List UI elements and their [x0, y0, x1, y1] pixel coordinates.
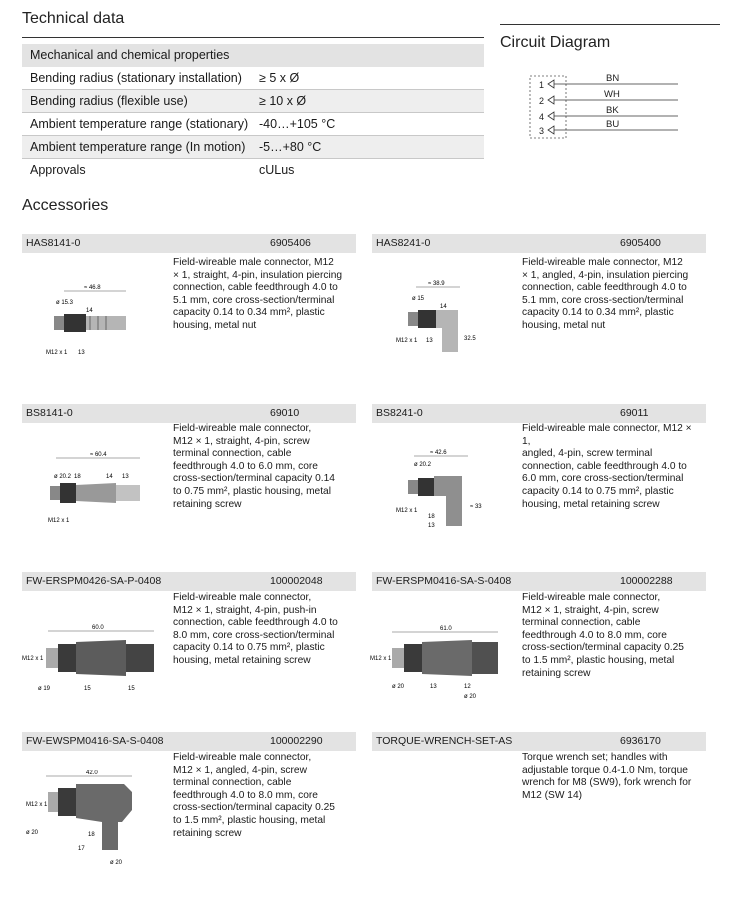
circuit-title: Circuit Diagram — [500, 34, 611, 51]
svg-text:15: 15 — [128, 686, 135, 692]
svg-text:ø 19: ø 19 — [38, 686, 51, 692]
accessory-number: 100002290 — [270, 735, 323, 747]
accessory-header — [372, 572, 706, 591]
accessory-name: BS8141-0 — [26, 407, 73, 419]
pin-3: 3 — [539, 126, 545, 136]
accessory-number: 6905400 — [620, 237, 661, 249]
circuit-rule — [500, 24, 720, 25]
table-row — [22, 90, 484, 113]
row-value: ≥ 5 x Ø — [259, 71, 300, 85]
svg-text:ø 20.2: ø 20.2 — [414, 462, 432, 468]
accessory-description: Field-wireable male connector, M12 × 1, angled, 4-pin, screw terminal connection, cable feedthrough 4.0 to 6.0 mm, core cross-section/terminal capacity 0.14 to 0.75 mm², plastic housing, metal retaining screw — [522, 423, 692, 510]
svg-text:ø 20: ø 20 — [26, 830, 39, 836]
svg-text:42.0: 42.0 — [86, 770, 98, 776]
svg-text:M12 x 1: M12 x 1 — [46, 350, 68, 356]
accessory-name: HAS8241-0 — [376, 237, 431, 249]
connector-drawing-has8141 — [40, 282, 140, 362]
accessory-description: Field-wireable male connector, M12 × 1, straight, 4-pin, screw terminal connection, cable feedthrough 4.0 to 8.0 mm, core cross-section/terminal capacity 0.25 to 1.5 mm², plastic housing, metal retaining screw — [522, 592, 684, 679]
accessory-description: Torque wrench set; handles with adjustable torque 0.4-1.0 Nm, torque wrench for M8 (SW9), fork wrench for M12 (SW 14) — [522, 752, 692, 801]
accessory-number: 6905406 — [270, 237, 311, 249]
svg-text:ø 15: ø 15 — [412, 296, 425, 302]
row-value: ≥ 10 x Ø — [259, 94, 307, 108]
accessory-number: 69011 — [620, 407, 649, 419]
accessory-name: FW-ERSPM0426-SA-P-0408 — [26, 575, 162, 587]
svg-text:≈ 60.4: ≈ 60.4 — [90, 452, 107, 458]
row-label: Ambient temperature range (stationary) — [30, 117, 249, 131]
row-label: Bending radius (stationary installation) — [30, 71, 242, 85]
circuit-diagram — [528, 70, 678, 140]
accessory-name: HAS8141-0 — [26, 237, 81, 249]
accessory-header — [372, 732, 706, 751]
connector-drawing-bs8141 — [40, 450, 150, 530]
accessory-name: BS8241-0 — [376, 407, 423, 419]
table-header: Mechanical and chemical properties — [22, 44, 484, 67]
svg-text:M12 x 1: M12 x 1 — [22, 656, 44, 662]
row-label: Ambient temperature range (In motion) — [30, 140, 246, 154]
svg-text:18: 18 — [88, 832, 95, 838]
svg-text:14: 14 — [440, 304, 447, 310]
page-title: Technical data — [22, 10, 125, 27]
svg-text:14: 14 — [106, 474, 113, 480]
accessory-name: FW-EWSPM0416-SA-S-0408 — [26, 735, 164, 747]
svg-text:17: 17 — [78, 846, 85, 852]
connector-drawing-fw-ewspm0416 — [22, 770, 142, 866]
svg-text:18: 18 — [74, 474, 81, 480]
svg-text:ø 20: ø 20 — [392, 684, 405, 690]
accessory-header — [22, 404, 356, 423]
svg-text:ø 20: ø 20 — [110, 860, 123, 866]
pin-2: 2 — [539, 96, 545, 106]
row-value: -5…+80 °C — [259, 140, 322, 154]
svg-text:13: 13 — [78, 350, 85, 356]
table-row — [22, 159, 484, 181]
connector-outline — [530, 76, 566, 138]
row-label: Approvals — [30, 163, 86, 177]
accessory-header — [372, 234, 706, 253]
accessory-header — [22, 732, 356, 751]
svg-text:ø 15.3: ø 15.3 — [56, 300, 74, 306]
accessory-description: Field-wireable male connector, M12 × 1, straight, 4-pin, push-in connection, cable feedthrough 4.0 to 8.0 mm, core cross-section/terminal capacity 0.14 to 0.75 mm², plastic housing, metal retaining screw — [173, 592, 338, 666]
pin-4: 4 — [539, 112, 545, 122]
svg-text:ø 20: ø 20 — [464, 694, 477, 700]
accessory-number: 6936170 — [620, 735, 661, 747]
svg-text:15: 15 — [84, 686, 91, 692]
svg-text:13: 13 — [430, 684, 437, 690]
svg-text:M12 x 1: M12 x 1 — [396, 338, 418, 344]
table-row — [22, 136, 484, 159]
row-value: -40…+105 °C — [259, 117, 336, 131]
accessory-name: TORQUE-WRENCH-SET-AS — [376, 735, 513, 747]
svg-text:13: 13 — [426, 338, 433, 344]
svg-text:32.5: 32.5 — [464, 336, 476, 342]
svg-text:M12 x 1: M12 x 1 — [370, 656, 392, 662]
accessory-header — [372, 404, 706, 423]
wire-label-bn: BN — [606, 73, 620, 84]
connector-drawing-fw-erspm0416 — [368, 624, 508, 702]
accessory-description: Field-wireable male connector, M12 × 1, angled, 4-pin, insulation piercing connection, cable feedthrough 4.0 to 5.1 mm, core cross-section/terminal capacity 0.14 to 0.34 mm², plastic housing, metal nut — [522, 257, 689, 331]
svg-text:≈ 33: ≈ 33 — [470, 504, 482, 510]
table-row — [22, 67, 484, 90]
title-rule — [22, 37, 484, 38]
connector-drawing-bs8241 — [392, 448, 502, 532]
svg-text:14: 14 — [86, 308, 93, 314]
accessory-description: Field-wireable male connector, M12 × 1, angled, 4-pin, screw terminal connection, cable feedthrough 4.0 to 8.0 mm, core cross-section/terminal capacity 0.25 to 1.5 mm², plastic housing, metal retaining screw — [173, 752, 335, 839]
accessory-header — [22, 572, 356, 591]
accessories-title: Accessories — [22, 197, 109, 214]
svg-text:≈ 38.9: ≈ 38.9 — [428, 281, 445, 287]
svg-text:M12 x 1: M12 x 1 — [396, 508, 418, 514]
row-value: cULus — [259, 163, 295, 177]
pin-1: 1 — [539, 80, 545, 90]
svg-text:ø 20.2: ø 20.2 — [54, 474, 72, 480]
svg-text:≈ 42.6: ≈ 42.6 — [430, 450, 447, 456]
svg-text:18: 18 — [428, 514, 435, 520]
wire-label-bu: BU — [606, 119, 620, 130]
wire-label-wh: WH — [604, 89, 620, 100]
svg-text:61.0: 61.0 — [440, 626, 452, 632]
accessory-header — [22, 234, 356, 253]
accessory-number: 100002048 — [270, 575, 323, 587]
accessory-name: FW-ERSPM0416-SA-S-0408 — [376, 575, 512, 587]
row-label: Bending radius (flexible use) — [30, 94, 188, 108]
accessory-number: 69010 — [270, 407, 300, 419]
svg-text:12: 12 — [464, 684, 471, 690]
svg-text:60.0: 60.0 — [92, 625, 104, 631]
svg-text:13: 13 — [122, 474, 129, 480]
svg-text:M12 x 1: M12 x 1 — [48, 518, 70, 524]
svg-text:≈ 46.8: ≈ 46.8 — [84, 285, 101, 291]
connector-drawing-fw-erspm0426 — [20, 622, 160, 694]
accessory-description: Field-wireable male connector, M12 × 1, straight, 4-pin, screw terminal connection, cable feedthrough 4.0 to 6.0 mm, core cross-section/terminal capacity 0.14 to 0.75 mm², plastic housing, metal retaining screw — [173, 423, 335, 510]
svg-text:M12 x 1: M12 x 1 — [26, 802, 48, 808]
mechanical-properties-table — [22, 44, 484, 181]
svg-text:13: 13 — [428, 523, 435, 529]
wire-label-bk: BK — [606, 105, 619, 116]
accessory-number: 100002288 — [620, 575, 673, 587]
accessory-description: Field-wireable male connector, M12 × 1, straight, 4-pin, insulation piercing connection, cable feedthrough 4.0 to 5.1 mm, core cross-section/terminal capacity 0.14 to 0.34 mm², plastic housing, metal nut — [173, 257, 343, 331]
connector-drawing-has8241 — [392, 278, 492, 358]
table-row — [22, 113, 484, 136]
